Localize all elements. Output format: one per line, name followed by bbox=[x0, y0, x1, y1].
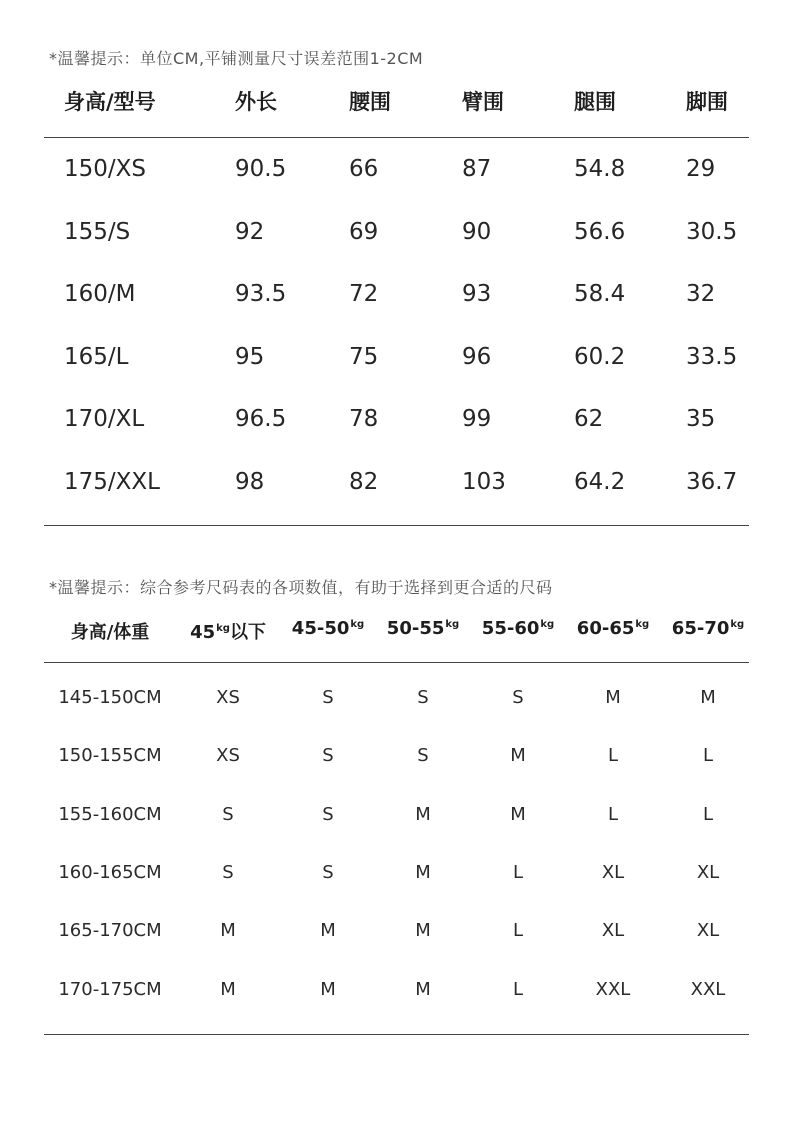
size-cell: S bbox=[322, 745, 334, 767]
height-range-cell: 150-155CM bbox=[58, 745, 162, 767]
measurement-cell: 96.5 bbox=[235, 406, 287, 433]
measurement-cell: 36.7 bbox=[686, 469, 738, 495]
measurement-cell: 75 bbox=[349, 343, 379, 370]
height-range-cell: 145-150CM bbox=[58, 687, 162, 708]
measurement-row bbox=[64, 281, 764, 315]
measurement-cell: 54.8 bbox=[574, 156, 626, 182]
size-cell: M bbox=[320, 978, 336, 1000]
measurement-cell: 33.5 bbox=[686, 343, 738, 370]
weight-header-cell bbox=[672, 618, 744, 639]
size-cell: S bbox=[417, 687, 429, 708]
size-cell: S bbox=[322, 803, 334, 825]
size-cell: L bbox=[512, 920, 524, 942]
measurement-cell: 92 bbox=[235, 218, 265, 245]
weight-header-unit: kg bbox=[635, 619, 650, 630]
table2-header-divider bbox=[44, 662, 749, 663]
size-note-reference: *温馨提示：综合参考尺码表的各项数值，有助于选择到更合适的尺码 bbox=[49, 578, 553, 597]
size-cell: XXL bbox=[595, 978, 631, 1000]
header-length: 外长 bbox=[235, 90, 277, 114]
weight-header-unit: kg bbox=[350, 619, 365, 630]
height-range-cell: 170-175CM bbox=[58, 978, 162, 1000]
measurement-cell: 90.5 bbox=[235, 156, 287, 182]
size-cell: S bbox=[322, 861, 334, 883]
size-cell: XXL bbox=[690, 978, 726, 1000]
measurement-cell: 35 bbox=[686, 406, 716, 433]
measurement-cell: 29 bbox=[686, 156, 716, 182]
measurement-cell: 160/M bbox=[64, 281, 136, 308]
size-cell: M bbox=[700, 687, 716, 708]
measurement-cell: 170/XL bbox=[64, 406, 145, 433]
size-cell: S bbox=[222, 861, 234, 883]
weight-row bbox=[44, 687, 749, 713]
height-range-cell: 165-170CM bbox=[58, 920, 162, 942]
measurement-cell: 64.2 bbox=[574, 469, 626, 495]
weight-header-cell bbox=[190, 618, 266, 644]
weight-header-cell bbox=[577, 618, 649, 639]
measurement-cell: 150/XS bbox=[64, 156, 147, 182]
size-cell: S bbox=[417, 745, 429, 767]
measurement-cell: 96 bbox=[462, 343, 492, 370]
weight-header-label: 55-60 bbox=[481, 618, 540, 639]
height-range-cell: 155-160CM bbox=[58, 803, 162, 825]
measurement-cell: 175/XXL bbox=[64, 469, 160, 495]
size-cell: M bbox=[415, 978, 431, 1000]
table1-bottom-divider bbox=[44, 525, 749, 526]
size-cell: L bbox=[607, 745, 619, 767]
measurement-cell: 87 bbox=[462, 156, 492, 182]
weight-table-header bbox=[44, 618, 749, 648]
weight-header-label: 65-70 bbox=[671, 618, 730, 639]
measurement-cell: 98 bbox=[235, 469, 265, 495]
weight-header-label: 身高/体重 bbox=[70, 622, 150, 643]
weight-row bbox=[44, 862, 749, 888]
measurement-cell: 60.2 bbox=[574, 343, 626, 370]
measurement-cell: 93 bbox=[462, 281, 492, 308]
header-height-size: 身高/型号 bbox=[64, 90, 156, 114]
measurement-cell: 99 bbox=[462, 406, 492, 433]
weight-header-suffix: 以下 bbox=[229, 622, 266, 643]
measurement-cell: 155/S bbox=[64, 218, 131, 245]
size-cell: M bbox=[220, 920, 236, 942]
weight-header-unit: kg bbox=[216, 623, 230, 634]
weight-header-cell bbox=[387, 618, 459, 639]
weight-header-label: 60-65 bbox=[576, 618, 635, 639]
measurement-cell: 69 bbox=[349, 218, 379, 245]
measurement-table-header bbox=[64, 86, 764, 122]
size-cell: S bbox=[512, 687, 524, 708]
measurement-cell: 58.4 bbox=[574, 281, 626, 308]
size-cell: M bbox=[220, 978, 236, 1000]
size-cell: M bbox=[415, 920, 431, 942]
weight-header-label: 45-50 bbox=[291, 618, 350, 639]
measurement-cell: 165/L bbox=[64, 343, 129, 370]
header-waist: 腰围 bbox=[349, 90, 391, 114]
measurement-row bbox=[64, 344, 764, 378]
size-cell: M bbox=[605, 687, 621, 708]
measurement-cell: 32 bbox=[686, 281, 716, 308]
measurement-row bbox=[64, 469, 764, 503]
table1-header-divider bbox=[44, 137, 749, 138]
measurement-row bbox=[64, 156, 764, 190]
weight-header-label: 50-55 bbox=[386, 618, 445, 639]
measurement-cell: 30.5 bbox=[686, 218, 738, 245]
size-cell: L bbox=[512, 978, 524, 1000]
size-cell: S bbox=[322, 687, 334, 708]
size-cell: L bbox=[702, 803, 714, 825]
size-cell: XL bbox=[601, 861, 625, 883]
weight-row bbox=[44, 745, 749, 771]
size-cell: M bbox=[510, 803, 526, 825]
weight-header-unit: kg bbox=[540, 619, 555, 630]
weight-header-cell bbox=[71, 618, 150, 644]
measurement-cell: 95 bbox=[235, 343, 265, 370]
size-cell: M bbox=[415, 861, 431, 883]
weight-row bbox=[44, 920, 749, 946]
size-cell: L bbox=[607, 803, 619, 825]
weight-header-unit: kg bbox=[730, 619, 745, 630]
size-cell: XS bbox=[216, 745, 240, 767]
measurement-row bbox=[64, 406, 764, 440]
measurement-cell: 103 bbox=[462, 469, 506, 495]
measurement-cell: 78 bbox=[349, 406, 379, 433]
size-cell: L bbox=[512, 861, 524, 883]
measurement-cell: 90 bbox=[462, 218, 492, 245]
weight-header-label: 45 bbox=[190, 622, 216, 643]
size-note-measurement: *温馨提示：单位CM,平铺测量尺寸误差范围1-2CM bbox=[49, 49, 424, 68]
size-cell: M bbox=[320, 920, 336, 942]
measurement-cell: 72 bbox=[349, 281, 379, 308]
measurement-cell: 66 bbox=[349, 156, 379, 182]
size-cell: XL bbox=[601, 920, 625, 942]
header-leg: 腿围 bbox=[574, 90, 616, 114]
size-cell: XL bbox=[696, 861, 720, 883]
measurement-cell: 93.5 bbox=[235, 281, 287, 308]
weight-header-unit: kg bbox=[445, 619, 460, 630]
measurement-cell: 56.6 bbox=[574, 218, 626, 245]
weight-row bbox=[44, 979, 749, 1005]
measurement-row bbox=[64, 219, 764, 253]
header-foot: 脚围 bbox=[686, 90, 728, 114]
height-range-cell: 160-165CM bbox=[58, 861, 162, 883]
size-cell: XS bbox=[216, 687, 240, 708]
size-cell: M bbox=[510, 745, 526, 767]
size-cell: M bbox=[415, 803, 431, 825]
measurement-cell: 82 bbox=[349, 469, 379, 495]
measurement-cell: 62 bbox=[574, 406, 604, 433]
weight-header-cell bbox=[482, 618, 554, 639]
header-arm: 臂围 bbox=[462, 90, 504, 114]
weight-header-cell bbox=[292, 618, 364, 639]
size-cell: XL bbox=[696, 920, 720, 942]
table2-bottom-divider bbox=[44, 1034, 749, 1035]
size-cell: S bbox=[222, 803, 234, 825]
size-cell: L bbox=[702, 745, 714, 767]
weight-row bbox=[44, 804, 749, 830]
